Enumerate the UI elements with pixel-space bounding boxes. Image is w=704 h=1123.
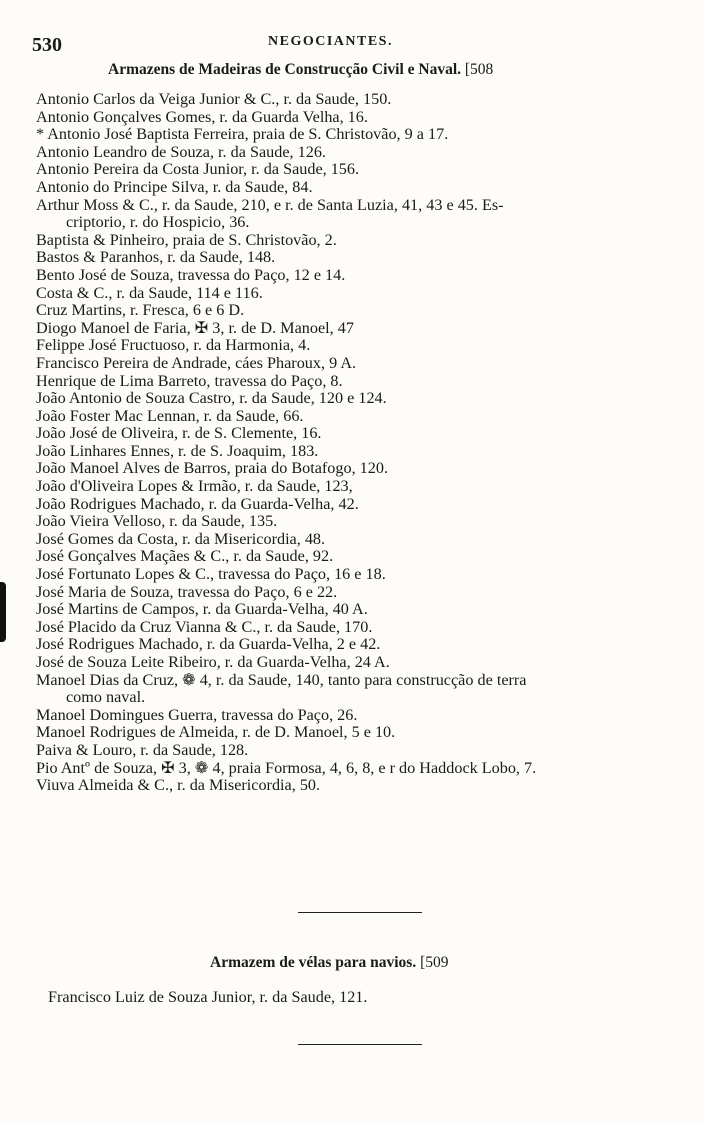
list-item: [36, 513, 676, 531]
entry-text: Pio Antº de Souza, ✠ 3, ❁ 4, praia Formosa, 4, 6, 8, e r do Haddock Lobo, 7.: [36, 758, 537, 777]
entry-text: José Placido da Cruz Vianna & C., r. da Saude, 170.: [36, 617, 373, 636]
list-item: [36, 267, 676, 285]
list-item: [36, 337, 676, 355]
entry-text: José Fortunato Lopes & C., travessa do Paço, 16 e 18.: [36, 565, 386, 584]
list-item: [36, 320, 676, 338]
entry-text: Antonio Carlos da Veiga Junior & C., r. da Saude, 150.: [36, 90, 392, 108]
entry-text: Viuva Almeida & C., r. da Misericordia, 50.: [36, 776, 321, 795]
list-item: [36, 636, 676, 654]
entry-text: João Vieira Velloso, r. da Saude, 135.: [36, 512, 278, 531]
entry-text: José Rodrigues Machado, r. da Guarda-Velha, 2 e 42.: [36, 635, 381, 654]
list-item: [36, 443, 676, 461]
entry-text: Manoel Domingues Guerra, travessa do Paço, 26.: [36, 705, 358, 724]
list-item: [36, 232, 676, 250]
list-item: [36, 425, 676, 443]
list-item: [36, 302, 676, 320]
list-item: [36, 285, 676, 303]
entry-text: Antonio Leandro de Souza, r. da Saude, 126.: [36, 142, 326, 161]
entry-text: Felippe José Fructuoso, r. da Harmonia, 4.: [36, 336, 311, 355]
list-item: [36, 373, 676, 391]
entry-text: Paiva & Louro, r. da Saude, 128.: [36, 740, 249, 759]
list-item: [36, 584, 676, 602]
list-item: [36, 460, 676, 478]
entry-text: Antonio Gonçalves Gomes, r. da Guarda Velha, 16.: [36, 107, 368, 126]
entry-text: Cruz Martins, r. Fresca, 6 e 6 D.: [36, 301, 245, 320]
list-item: [36, 707, 676, 725]
entry-text: José Gonçalves Maçães & C., r. da Saude, 92.: [36, 547, 334, 566]
entry-text: Henrique de Lima Barreto, travessa do Paço, 8.: [36, 371, 343, 390]
page-edge-shadow: [0, 582, 6, 642]
section-title: Armazem de vélas para navios.: [210, 954, 417, 971]
list-item: [36, 742, 676, 760]
entry-text: José de Souza Leite Ribeiro, r. da Guarda-Velha, 24 A.: [36, 653, 390, 671]
entry-continuation: como naval.: [66, 688, 146, 707]
list-item: [36, 531, 676, 549]
list-item: [36, 390, 676, 408]
entry-text: João Linhares Ennes, r. de S. Joaquim, 183.: [36, 441, 319, 460]
entry-text: João Manoel Alves de Barros, praia do Botafogo, 120.: [36, 459, 389, 478]
list-item: [36, 109, 676, 127]
entry-text: José Gomes da Costa, r. da Misericordia, 48.: [36, 529, 326, 548]
entry-text: Manoel Dias da Cruz, ❁ 4, r. da Saude, 140, tanto para construcção de terra: [36, 670, 527, 689]
page-number: 530: [32, 34, 62, 56]
entry-text: Antonio Pereira da Costa Junior, r. da Saude, 156.: [36, 160, 360, 179]
entry-text: Bastos & Paranhos, r. da Saude, 148.: [36, 248, 276, 267]
list-item: [36, 724, 676, 742]
entry-text: João Antonio de Souza Castro, r. da Saude, 120 e 124.: [36, 389, 387, 408]
entry-text: João d'Oliveira Lopes & Irmão, r. da Saude, 123,: [36, 477, 353, 496]
entry-text: João Foster Mac Lennan, r. da Saude, 66.: [36, 406, 304, 425]
entry-text: * Antonio José Baptista Ferreira, praia de S. Christovão, 9 a 17.: [36, 125, 449, 144]
entry-text: Arthur Moss & C., r. da Saude, 210, e r. de Santa Luzia, 41, 43 e 45. Es-: [36, 195, 504, 214]
entry-text: José Martins de Campos, r. da Guarda-Velha, 40 A.: [36, 600, 368, 619]
entry-text: João Rodrigues Machado, r. da Guarda-Velha, 42.: [36, 494, 359, 513]
list-item: [36, 548, 676, 566]
entry-text: José Maria de Souza, travessa do Paço, 6 e 22.: [36, 582, 338, 601]
divider-rule: [298, 1044, 422, 1045]
list-item: [36, 478, 676, 496]
list-item: [36, 672, 676, 707]
list-item: [36, 144, 676, 162]
list-item: [36, 601, 676, 619]
list-item: [36, 249, 676, 267]
entry-text: Francisco Pereira de Andrade, cáes Pharoux, 9 A.: [36, 353, 357, 372]
merchant-list: [36, 91, 676, 795]
list-item: [36, 654, 676, 672]
section-number: [508: [464, 61, 494, 78]
list-item: Francisco Luiz de Souza Junior, r. da Saude, 121.: [48, 988, 368, 1006]
section-heading-timber: [108, 61, 668, 79]
list-item: [36, 777, 676, 795]
entry-text: Costa & C., r. da Saude, 114 e 116.: [36, 283, 263, 302]
section-number: [509: [420, 954, 449, 971]
list-item: [36, 355, 676, 373]
entry-continuation: criptorio, r. do Hospicio, 36.: [66, 213, 250, 232]
list-item: [36, 126, 676, 144]
list-item: [36, 197, 676, 232]
list-item: [36, 760, 676, 778]
list-item: [36, 619, 676, 637]
list-item: [36, 179, 676, 197]
entry-text: Diogo Manoel de Faria, ✠ 3, r. de D. Manoel, 47: [36, 318, 354, 337]
entry-text: Antonio do Principe Silva, r. da Saude, 84.: [36, 177, 313, 196]
list-item: [36, 408, 676, 426]
entry-text: João José de Oliveira, r. de S. Clemente, 16.: [36, 424, 322, 443]
list-item: [36, 566, 676, 584]
divider-rule: [298, 912, 422, 913]
list-item: [36, 496, 676, 514]
running-title: NEGOCIANTES.: [268, 34, 393, 49]
entry-text: Bento José de Souza, travessa do Paço, 12 e 14.: [36, 265, 346, 284]
entry-text: Manoel Rodrigues de Almeida, r. de D. Manoel, 5 e 10.: [36, 723, 396, 742]
list-item: [36, 161, 676, 179]
section-heading-sails: [210, 954, 704, 972]
list-item: [36, 91, 676, 109]
entry-text: Baptista & Pinheiro, praia de S. Christovão, 2.: [36, 230, 337, 249]
section-title: Armazens de Madeiras de Construcção Civil e Naval.: [108, 61, 462, 78]
